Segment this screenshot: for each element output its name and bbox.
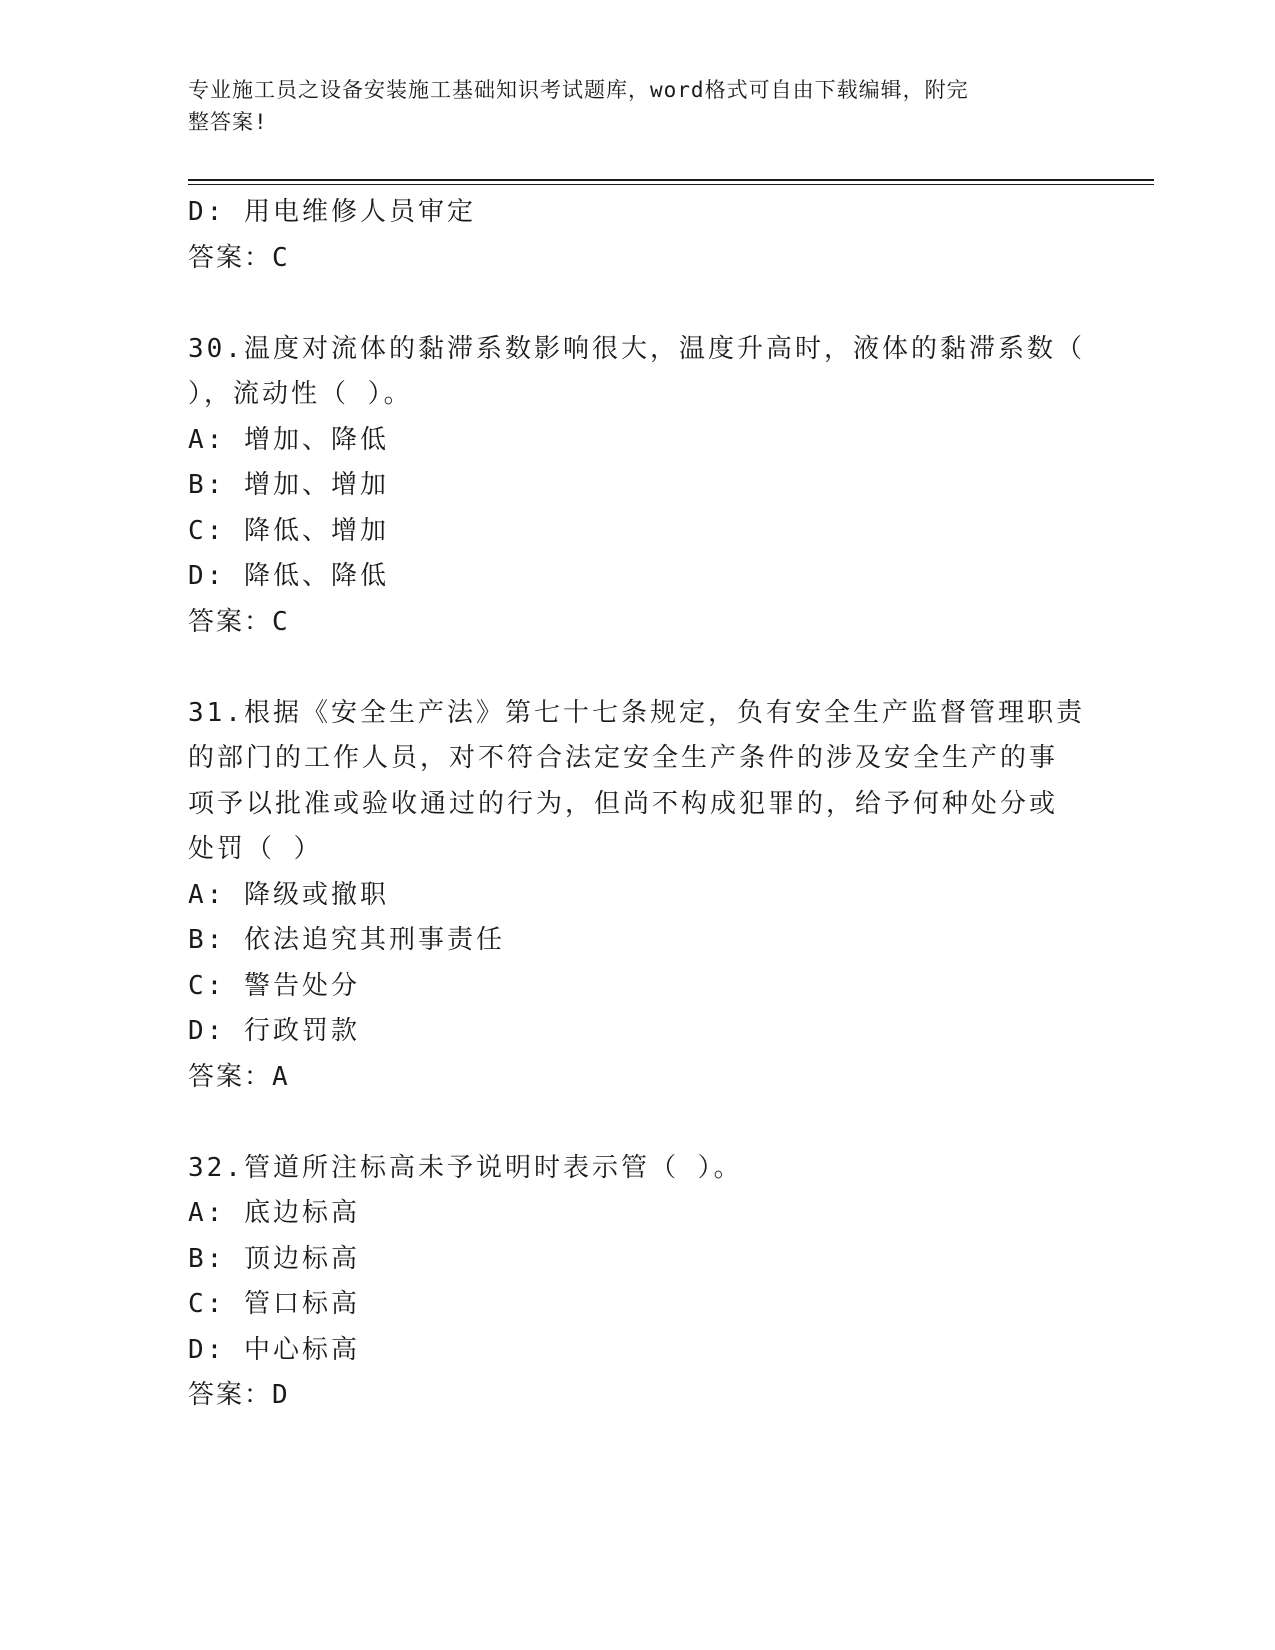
question-32 xyxy=(188,1146,1088,1419)
answer-label: 答案： xyxy=(188,1061,273,1092)
option-a: A: 底边标高 xyxy=(188,1198,360,1228)
question-31 xyxy=(188,691,1088,1101)
answer-value: C xyxy=(272,242,290,273)
header-divider-thin xyxy=(188,184,1154,185)
header-line-2: 整答案! xyxy=(188,110,268,134)
answer-label: 答案： xyxy=(188,606,273,637)
spacer xyxy=(188,281,1088,327)
answer-label: 答案： xyxy=(188,242,273,273)
question-answer xyxy=(188,1055,1088,1101)
option-d: D: 中心标高 xyxy=(188,1334,360,1365)
spacer xyxy=(188,645,1088,691)
question-stem-line: 处罚（ ） xyxy=(188,834,323,864)
question-answer xyxy=(188,600,1088,646)
answer-label: 答案： xyxy=(188,1380,273,1410)
question-stem-line: ），流动性（ ）。 xyxy=(188,379,413,409)
question-30 xyxy=(188,327,1088,646)
option-d: D: 行政罚款 xyxy=(188,1016,360,1046)
header-line-1: 专业施工员之设备安装施工基础知识考试题库，word格式可自由下载编辑，附完 xyxy=(188,78,969,102)
option-c: C: 降低、增加 xyxy=(188,515,389,546)
option-b: B: 增加、增加 xyxy=(188,470,389,500)
prev-option-d: D: 用电维修人员审定 xyxy=(188,197,476,227)
question-content xyxy=(188,190,1088,1419)
document-header xyxy=(188,74,1068,138)
answer-value: D xyxy=(272,1380,290,1410)
question-stem-line: 30.温度对流体的黏滞系数影响很大，温度升高时，液体的黏滞系数（ xyxy=(188,333,1085,364)
header-divider-thick xyxy=(188,179,1154,181)
option-b: B: 顶边标高 xyxy=(188,1243,360,1274)
option-a: A: 降级或撤职 xyxy=(188,879,389,910)
question-answer xyxy=(188,1373,1088,1419)
prev-answer xyxy=(188,236,1088,282)
option-d: D: 降低、降低 xyxy=(188,561,389,591)
option-c: C: 警告处分 xyxy=(188,970,360,1001)
question-stem-line: 的部门的工作人员，对不符合法定安全生产条件的涉及安全生产的事 xyxy=(188,743,1059,773)
question-stem-line: 项予以批准或验收通过的行为，但尚不构成犯罪的，给予何种处分或 xyxy=(188,788,1059,819)
question-stem-line: 32.管道所注标高未予说明时表示管（ ）。 xyxy=(188,1152,743,1183)
spacer xyxy=(188,1100,1088,1146)
answer-value: A xyxy=(272,1061,290,1092)
question-stem-line: 31.根据《安全生产法》第七十七条规定，负有安全生产监督管理职责 xyxy=(188,697,1085,728)
option-c: C: 管口标高 xyxy=(188,1289,360,1319)
answer-value: C xyxy=(272,606,290,637)
option-a: A: 增加、降低 xyxy=(188,424,389,455)
option-b: B: 依法追究其刑事责任 xyxy=(188,925,505,955)
